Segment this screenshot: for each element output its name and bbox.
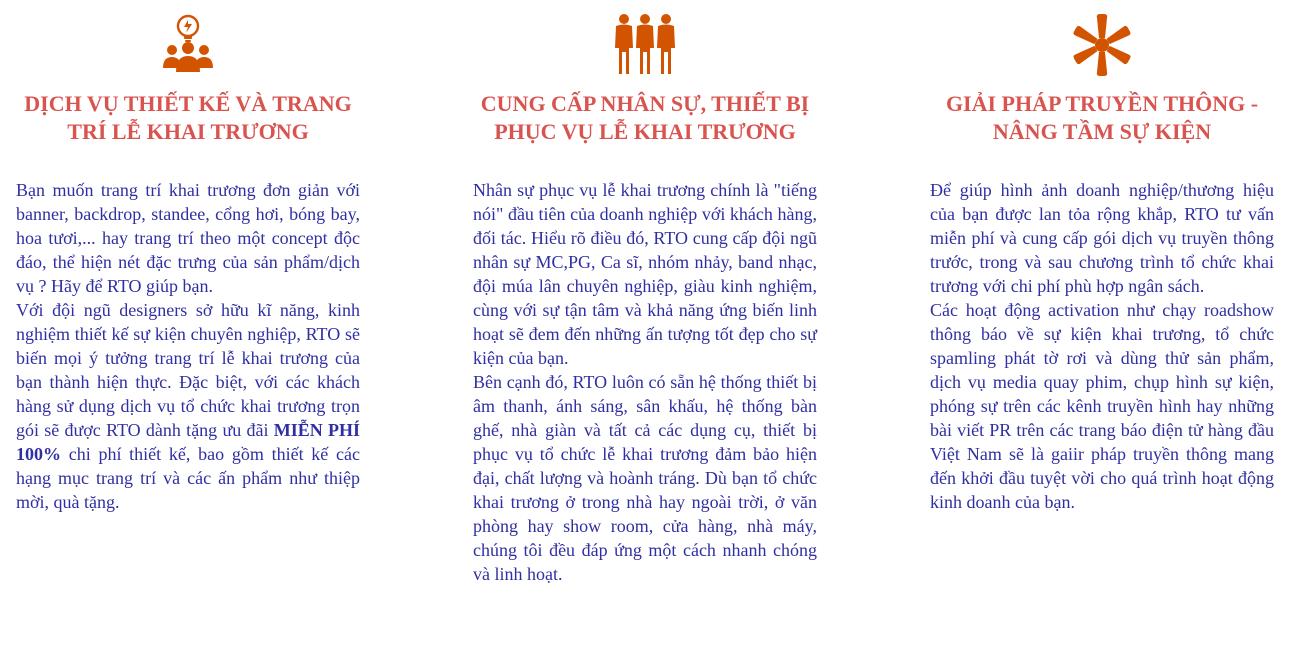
service-description <box>473 178 817 586</box>
paragraph: Để giúp hình ảnh doanh nghiệp/thương hiệu của bạn được lan tỏa rộng khắp, RTO tư vấn miễn phí và cung cấp gói dịch vụ truyền thông trước, trong và sau chương trình tổ chức khai trương với chi phí phù hợp ngân sách. <box>930 180 1274 296</box>
service-title: GIẢI PHÁP TRUYỀN THÔNG - NÂNG TẦM SỰ KIỆN <box>945 91 1259 144</box>
service-description <box>16 178 360 514</box>
hands-together-icon <box>1066 12 1138 78</box>
service-title: CUNG CẤP NHÂN SỰ, THIẾT BỊ PHỤC VỤ LỄ KHAI TRƯƠNG <box>480 91 810 144</box>
paragraph: Bên cạnh đó, RTO luôn có sẵn hệ thống thiết bị âm thanh, ánh sáng, sân khấu, hệ thống bàn ghế, nhà giàn và tất cả các dụng cụ, thiết bị phục vụ tổ chức lễ khai trương đảm bảo hiện đại, chất lượng và hoành tráng. Dù bạn tổ chức khai trương ở trong nhà hay ngoài trời, ở văn phòng hay show room, cửa hàng, nhà máy, chúng tôi đều đáp ứng một cách nhanh chóng và linh hoạt. <box>473 372 817 584</box>
service-column-media <box>930 0 1274 514</box>
paragraph: Các hoạt động activation như chạy roadshow thông báo về sự kiện khai trương, tổ chức spamling phát tờ rơi và dùng thử sản phẩm, dịch vụ media quay phim, chụp hình sự kiện, phóng sự trên các kênh truyền hình hay những bài viết PR trên các trang báo điện tử hàng đầu Việt Nam sẽ là gaiir pháp truyền thông mang đến khởi đầu tuyệt vời cho quá trình hoạt động kinh doanh của bạn. <box>930 300 1274 512</box>
people-icon <box>612 12 678 76</box>
paragraph: Bạn muốn trang trí khai trương đơn giản với banner, backdrop, standee, cổng hơi, bóng bay, hoa tươi,... hay trang trí theo một concept độc đáo, thể hiện nét đặc trưng của sản phẩm/dịch vụ ? Hãy để RTO giúp bạn. <box>16 180 360 296</box>
free-highlight: MIỄN PHÍ 100% <box>16 420 361 464</box>
service-title: DỊCH VỤ THIẾT KẾ VÀ TRANG TRÍ LỄ KHAI TRƯƠNG <box>24 91 352 144</box>
paragraph: Với đội ngũ designers sở hữu kĩ năng, kinh nghiệm thiết kế sự kiện chuyên nghiệp, RTO sẽ biến mọi ý tưởng trang trí lễ khai trương của bạn thành hiện thực. Đặc biệt, với các khách hàng sử dụng dịch vụ tổ chức khai trương trọn gói sẽ được RTO dành tặng ưu đãi MIỄN PHÍ 100% chi phí thiết kế, bao gồm thiết kế các hạng mục trang trí và các ấn phẩm như thiệp mời, quà tặng. <box>16 300 361 512</box>
service-description <box>930 178 1274 514</box>
service-column-staff <box>473 0 817 586</box>
idea-team-icon <box>160 12 216 76</box>
service-column-design <box>16 0 360 514</box>
paragraph: Nhân sự phục vụ lễ khai trương chính là "tiếng nói" đầu tiên của doanh nghiệp với khách hàng, đối tác. Hiểu rõ điều đó, RTO cung cấp đội ngũ nhân sự MC,PG, Ca sĩ, nhóm nhảy, band nhạc, đội múa lân chuyên nghiệp, giàu kinh nghiệm, cùng với sự tận tâm và khả năng ứng biến linh hoạt sẽ đem đến những ấn tượng tốt đẹp cho sự kiện của bạn. <box>473 180 817 368</box>
